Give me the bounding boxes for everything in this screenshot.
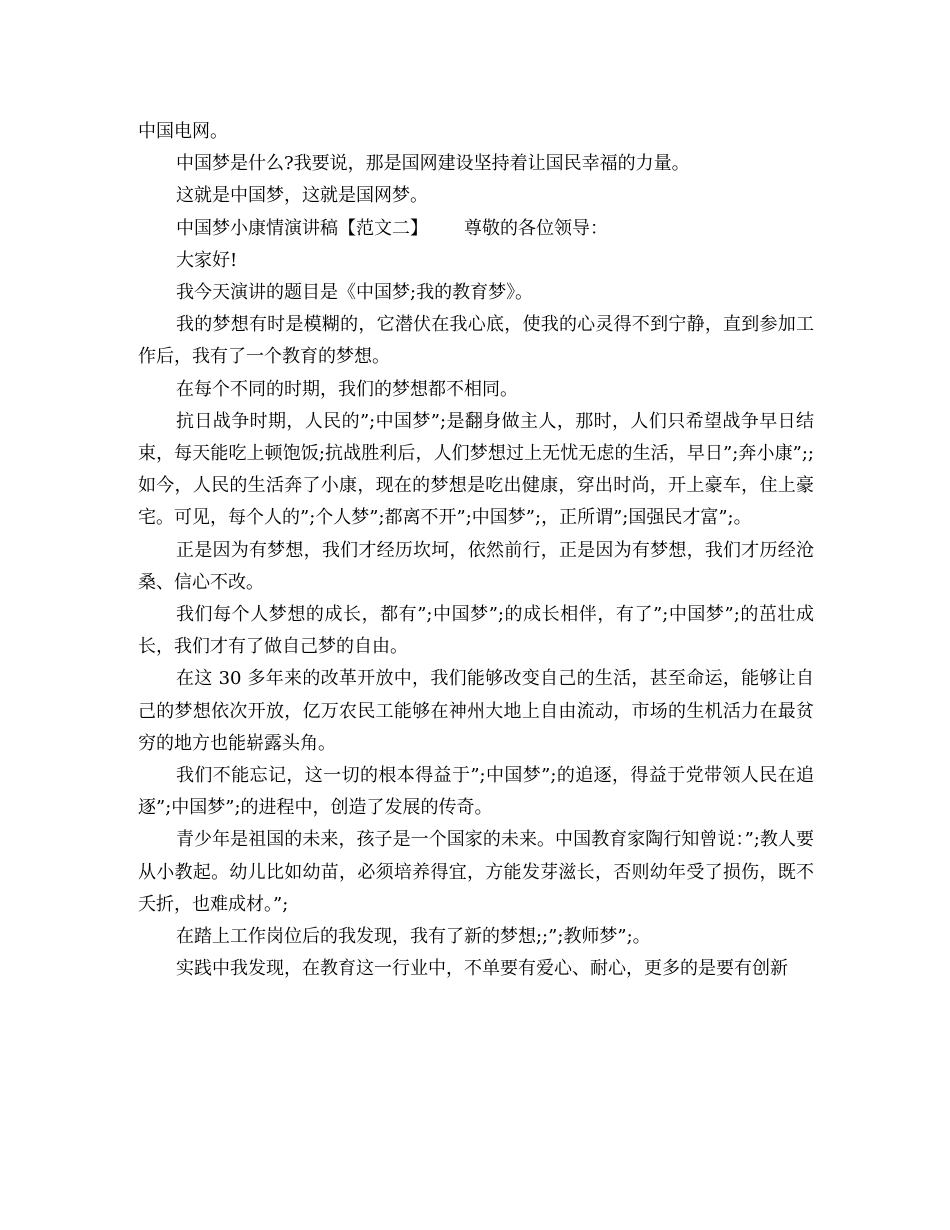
paragraph-8: 正是因为有梦想，我们才经历坎坷，依然前行，正是因为有梦想，我们才历经沧桑、信心不改。 [138, 539, 814, 593]
paragraph-11: 我们不能忘记，这一切的根本得益于”;中国梦”;的追逐，得益于党带领人民在追逐”;中国梦”;的进程中，创造了发展的传奇。 [138, 765, 814, 819]
paragraph-5: 我的梦想有时是模糊的，它潜伏在我心底，使我的心灵得不到宁静，直到参加工作后，我有了一个教育的梦想。 [138, 314, 814, 368]
paragraph-13: 在踏上工作岗位后的我发现，我有了新的梦想;;”;教师梦”;。 [176, 926, 651, 948]
paragraph-greeting: 大家好! [176, 249, 238, 271]
document-body [138, 116, 814, 985]
paragraph-3: 这就是中国梦，这就是国网梦。 [176, 185, 428, 207]
paragraph-10: 在这 30 多年来的改革开放中，我们能够改变自己的生活，甚至命运，能够让自己的梦想依次开放，亿万农民工能够在神州大地上自由流动，市场的生机活力在最贫穷的地方也能崭露头角。 [138, 668, 814, 754]
paragraph-14: 实践中我发现，在教育这一行业中，不单要有爱心、耐心，更多的是要有创新 [176, 958, 788, 980]
paragraph-9: 我们每个人梦想的成长，都有”;中国梦”;的成长相伴，有了”;中国梦”;的茁壮成长，我们才有了做自己梦的自由。 [138, 604, 814, 658]
paragraph-12: 青少年是祖国的未来，孩子是一个国家的未来。中国教育家陶行知曾说：”;教人要从小教起。幼儿比如幼苗，必须培养得宜，方能发芽滋长，否则幼年受了损伤，既不夭折，也难成材。”; [138, 829, 814, 915]
paragraph-1: 中国电网。 [138, 121, 228, 142]
paragraph-6: 在每个不同的时期，我们的梦想都不相同。 [176, 378, 518, 400]
paragraph-7: 抗日战争时期，人民的”;中国梦”;是翻身做主人，那时，人们只希望战争早日结束，每天能吃上顿饱饭;抗战胜利后，人们梦想过上无忧无虑的生活，早日”;奔小康”;;如今，人民的生活奔了小康，现在的梦想是吃出健康，穿出时尚，开上豪车，住上豪宅。可见，每个人的”;个人梦”;都离不开”;中国梦”;，正所谓”;国强民才富”;。 [138, 410, 814, 529]
paragraph-topic: 我今天演讲的题目是《中国梦;我的教育梦》。 [176, 282, 534, 304]
section-title: 中国梦小康情演讲稿【范文二】 [176, 217, 428, 239]
salutation: 尊敬的各位领导： [464, 217, 608, 239]
paragraph-2: 中国梦是什么?我要说，那是国网建设坚持着让国民幸福的力量。 [176, 153, 690, 175]
section-heading-line [138, 213, 814, 245]
